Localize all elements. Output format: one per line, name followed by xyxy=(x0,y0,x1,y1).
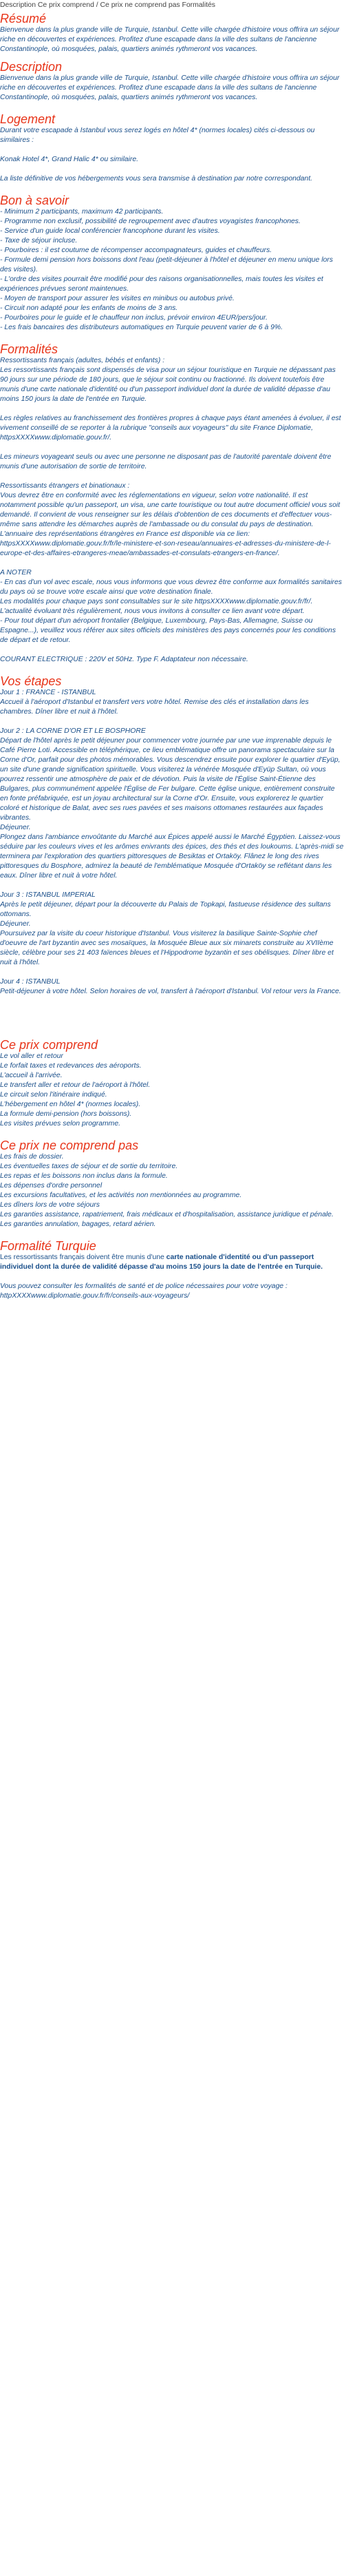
bon-a-savoir-item: - Pourboires pour le guide et le chauffeur non inclus, prévoir environ 4EUR/pers/jour. xyxy=(0,314,268,322)
included-item: Le circuit selon l'itinéraire indiqué. xyxy=(0,1091,107,1099)
bon-a-savoir-item: - Pourboires : il est coutume de récompenser accompagnateurs, guides et chauffeurs. xyxy=(0,247,272,254)
excluded-item: Les dépenses d'ordre personnel xyxy=(0,1182,103,1190)
included-item: L'accueil à l'arrivée. xyxy=(0,1072,63,1079)
day-heading: Jour 2 : LA CORNE D'OR ET LE BOSPHORE xyxy=(0,727,146,735)
section-prix-ne-comprend-pas xyxy=(0,1139,344,1229)
section-title-resume: Résumé xyxy=(0,12,47,25)
formalites-paragraph: Les règles relatives au franchissement des frontières propres à chaque pays étant amenées à évoluer, il est vivement conseillé de se reporter à la rubrique "conseils aux voyageurs" du site France Diplomatie, httpsXXXXwww.diplomatie.gouv.fr/. xyxy=(0,415,341,442)
section-formalites xyxy=(0,342,344,665)
section-formalite-turquie xyxy=(0,1239,344,1301)
included-item: Le forfait taxes et redevances des aéroports. xyxy=(0,1062,142,1070)
excluded-item: Les garanties assistance, rapatriement, frais médicaux et d'hospitalisation, assistance juridique et pénale. xyxy=(0,1211,334,1218)
formalite-turquie-text xyxy=(0,1253,344,1272)
section-title-prix-ne-comprend-pas: Ce prix ne comprend pas xyxy=(0,1139,139,1152)
logement-line: La liste définitive de vos hébergements vous sera transmise à destination par notre correspondant. xyxy=(0,175,312,183)
included-item: Les visites prévues selon programme. xyxy=(0,1120,120,1128)
bon-a-savoir-item: - Service d'un guide local conférencier francophone durant les visites. xyxy=(0,227,220,235)
day-text: Petit-déjeuner à votre hôtel. Selon horaires de vol, transfert à l'aéroport d'Istanbul. Vol retour vers la France. xyxy=(0,988,341,995)
section-resume xyxy=(0,12,344,54)
day-text: Accueil à l'aéroport d'Istanbul et transfert vers votre hôtel. Remise des clés et installation dans les chambres. Dîner libre et nuit à l'hôtel. xyxy=(0,698,309,716)
day-heading: Jour 4 : ISTANBUL xyxy=(0,978,61,986)
formalite-turquie-bold: carte nationale d'identité ou d'un passeport individuel dont la durée de validité dépasse d'au moins 150 jours la date de l'entrée en Turquie. xyxy=(0,1254,323,1271)
formalites-paragraph: Les mineurs voyageant seuls ou avec une personne ne disposant pas de l'autorité parentale doivent être munis d'une autorisation de sortie de territoire. xyxy=(0,453,332,470)
section-title-formalites: Formalités xyxy=(0,342,58,356)
included-item: Le transfert aller et retour de l'aéroport à l'hôtel. xyxy=(0,1081,151,1089)
day-text: Après le petit déjeuner, départ pour la découverte du Palais de Topkapi, fastueuse résidence des sultans ottomans. Déjeuner. Poursuivez par la visite du coeur historique d'Istanbul. Vous visiterez la basilique Sainte-Sophie chef d'oeuvre de l'art byzantin avec ses mosaïques, la Mosquée Bleue aux six minarets construite au XVIIème siècle, célèbre pour ses 21 403 faïences bleues et l'Hippodrome byzantin et ses obélisques. Dîner libre et nuit à l'hôtel. xyxy=(0,901,334,966)
section-title-etapes: Vos étapes xyxy=(0,674,62,688)
formalite-turquie-outro[interactable]: Vous pouvez consulter les formalités de santé et de police nécessaires pour votre voyage : httpXXXXwww.diplomatie.gouv.fr/fr/conseils-aux-voyageurs/ xyxy=(0,1282,288,1300)
excluded-item: Les dîners lors de votre séjours xyxy=(0,1201,100,1209)
bon-a-savoir-item: - Les frais bancaires des distributeurs automatiques en Turquie peuvent varier de 6 à 9%. xyxy=(0,324,283,331)
section-etapes xyxy=(0,674,344,997)
logement-line: Durant votre escapade à Istanbul vous serez logés en hôtel 4* (normes locales) cités ci-dessous ou similaires : xyxy=(0,127,315,144)
logement-line xyxy=(0,165,344,174)
formalites-paragraph: Ressortissants français (adultes, bébés et enfants) : Les ressortissants français sont dispensés de visa pour un séjour touristique en Turquie ne dépassant pas 90 jours sur une période de 180 jours, que le séjour soit continu ou fractionné. Ils doivent toutefois être munis d'une carte nationale d'identité ou d'un passeport individuel dont la durée de validité dépasse d'au moins 150 jours la date de l'entrée en Turquie. xyxy=(0,357,336,403)
excluded-item: Les garanties annulation, bagages, retard aérien. xyxy=(0,1221,156,1228)
excluded-item: Les excursions facultatives, et les activités non mentionnées au programme. xyxy=(0,1192,242,1199)
day-heading: Jour 3 : ISTANBUL IMPERIAL xyxy=(0,891,96,899)
bon-a-savoir-item: - Moyen de transport pour assurer les visites en minibus ou autobus privé. xyxy=(0,295,235,302)
excluded-item: Les repas et les boissons non inclus dans la formule. xyxy=(0,1172,168,1180)
section-title-description: Description xyxy=(0,60,63,74)
bon-a-savoir-item: - Programme non exclusif, possibilité de regroupement avec d'autres voyagistes francophones. xyxy=(0,218,301,225)
bon-a-savoir-item: - Circuit non adapté pour les enfants de moins de 3 ans. xyxy=(0,304,178,312)
bon-a-savoir-item: - Minimum 2 participants, maximum 42 participants. xyxy=(0,208,164,216)
section-title-logement: Logement xyxy=(0,112,56,126)
description-text: Bienvenue dans la plus grande ville de Turquie, Istanbul. Cette ville chargée d'histoire vous offrira un séjour riche en découvertes et expériences. Profitez d'une escapade dans la ville des sultans de l'ancienne Constantinople, où mosquées, palais, quartiers animés rythmeront vos vacances. xyxy=(0,74,340,101)
day-heading: Jour 1 : FRANCE - ISTANBUL xyxy=(0,689,96,696)
bon-a-savoir-item: - L'ordre des visites pourrait être modifié pour des raisons organisationnelles, mais toutes les visites et expériences prévues seront maintenues. xyxy=(0,276,323,293)
formalite-turquie-intro: Les ressortissants français doivent être munis d'une xyxy=(0,1254,166,1261)
included-item: L'hébergement en hôtel 4* (normes locales). xyxy=(0,1101,141,1108)
section-description xyxy=(0,60,344,103)
excluded-item: Les frais de dossier. xyxy=(0,1153,64,1161)
included-item: La formule demi-pension (hors boissons). xyxy=(0,1110,132,1118)
section-title-formalite-turquie: Formalité Turquie xyxy=(0,1239,96,1253)
section-title-prix-comprend: Ce prix comprend xyxy=(0,1038,98,1052)
formalites-electricity: COURANT ELECTRIQUE : 220V et 50Hz. Type F. Adaptateur non nécessaire. xyxy=(0,656,248,663)
resume-text: Bienvenue dans la plus grande ville de Turquie, Istanbul. Cette ville chargée d'histoire vous offrira un séjour riche en découvertes et expériences. Profitez d'une escapade dans la ville des sultans de l'ancienne Constantinople, où mosquées, palais, quartiers animés rythmeront vos vacances. xyxy=(0,26,340,53)
formalites-paragraph: Ressortissants étrangers et binationaux : Vous devrez être en conformité avec les réglementations en vigueur, selon votre nationalité. Il est notamment possible qu'un passeport, un visa, une carte touristique ou tout autre document officiel vous soit demandé. Il convient de vous renseigner sur les délais d'obtention de ces documents et d'effectuer vous-même sans attendre les démarches auprès de l'ambassade ou du consulat du pays de destination. L'annuaire des représentations étrangères en France est disponible via ce lien: httpsXXXXwww.diplomatie.gouv.fr/fr/le-ministere-et-son-reseau/annuaires-et-adresses-du-ministere-de-l-europe-et-des-affaires-etrangeres-meae/ambassades-et-consulats-etrangers-en-france/. xyxy=(0,482,341,557)
day-text: Départ de l'hôtel après le petit déjeuner pour commencer votre journée par une vue imprenable depuis le Café Pierre Loti. Accessible en téléphérique, ce lieu emblématique offre un panorama spectaculaire sur la Corne d'Or, parfait pour des photos mémorables. Vous descendrez ensuite pour explorer le quartier d'Eyüp, un site d'une grande signification spirituelle. Vous visiterez la vénérée Mosquée d'Eyüp Sultan, où vous pourrez ressentir une atmosphère de paix et de dévotion. Puis la visite de l'Église Saint-Étienne des Bulgares, plus communément appelée l'Église de Fer bulgare. Cette église unique, entièrement construite en fonte préfabriquée, est un joyau architectural sur la Corne d'Or. Ensuite, vous explorerez le quartier coloré et historique de Balat, avec ses rues pavées et ses maisons ottomanes restaurées aux façades vibrantes. Déjeuner. Plongez dans l'ambiance envoûtante du Marché aux Épices appelé aussi le Marché Égyptien. Laissez-vous séduire par les couleurs vives et les arômes enivrants des épices, des thés et des loukoums. L'après-midi se terminera par l'exploration des quartiers pittoresques de Besiktas et Ortaköy. Flânez le long des rives pittoresques du Bosphore, admirez la beauté de l'emblématique Mosquée d'Ortaköy se reflétant dans les eaux. Dîner libre et nuit à votre hôtel. xyxy=(0,737,344,880)
logement-line xyxy=(0,145,344,155)
breadcrumb[interactable]: Description Ce prix comprend / Ce prix ne comprend pas Formalités xyxy=(0,1,215,9)
included-item: Le vol aller et retour xyxy=(0,1052,63,1060)
logement-line: Konak Hotel 4*, Grand Halic 4* ou similaire. xyxy=(0,156,138,163)
section-logement xyxy=(0,112,344,184)
section-title-bon-a-savoir: Bon à savoir xyxy=(0,194,69,207)
bon-a-savoir-item: - Formule demi pension hors boissons dont l'eau (petit-déjeuner à l'hôtel et déjeuner en menu unique lors des visites). xyxy=(0,256,333,273)
section-bon-a-savoir xyxy=(0,194,344,333)
excluded-item: Les éventuelles taxes de séjour et de sortie du territoire. xyxy=(0,1163,178,1170)
bon-a-savoir-item: - Taxe de séjour incluse. xyxy=(0,237,78,245)
section-prix-comprend xyxy=(0,1038,344,1129)
formalites-paragraph: A NOTER - En cas d'un vol avec escale, nous vous informons que vous devrez être conforme aux formalités sanitaires du pays où se trouve votre escale ainsi que votre destination finale. Les modalités pour chaque pays sont consultables sur le site httpsXXXXwww.diplomatie.gouv.fr/fr/. L'actualité évoluant très régulièrement, nous vous invitons à consulter ce lien avant votre départ. - Pour tout départ d'un aéroport frontalier (Belgique, Luxembourg, Pays-Bas, Allemagne, Suisse ou Espagne...), veuillez vous référer aux sites officiels des ministères des pays concernés pour les conditions de départ et de retour. xyxy=(0,569,342,644)
